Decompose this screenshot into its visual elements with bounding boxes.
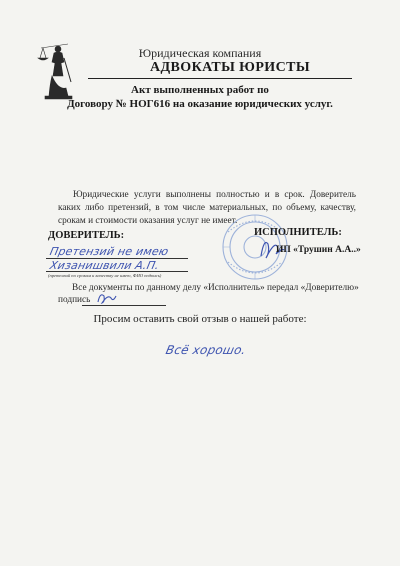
document-title: Акт выполненных работ по [131, 84, 269, 96]
handwritten-feedback: Всё хорошо. [164, 343, 248, 357]
contractor-name: ИП «Трушин А.А..» [276, 245, 361, 255]
client-line-2 [46, 271, 188, 272]
transfer-statement: Все документы по данному делу «Исполнитель» передал «Доверителю» [72, 283, 359, 293]
signature-line [82, 305, 166, 306]
client-label: ДОВЕРИТЕЛЬ: [48, 230, 125, 241]
contractor-label: ИСПОЛНИТЕЛЬ: [254, 227, 342, 238]
client-signature [96, 290, 118, 311]
document-subtitle: Договору № НОГ616 на оказание юридических услуг. [67, 98, 333, 110]
feedback-title: Просим оставить свой отзыв о нашей работе: [93, 313, 307, 325]
handwritten-client-name: Хизанишвили А.П. [48, 259, 161, 272]
client-signature-caption: (претензий по срокам и качеству не имею, ФИО подпись) [48, 273, 162, 278]
handwritten-no-claims: Претензий не имею [48, 245, 170, 258]
company-name: Юридическая компания [138, 46, 262, 60]
act-body-text: Юридические услуги выполнены полностью и в срок. Доверитель каких либо претензий, в том числе материальных, по объему, качеству, срокам и стоимости оказания услуг не имеет. [58, 190, 356, 226]
company-title: АДВОКАТЫ ЮРИСТЫ [150, 60, 310, 75]
header-divider [88, 78, 352, 79]
signature-label: подпись [58, 295, 91, 305]
